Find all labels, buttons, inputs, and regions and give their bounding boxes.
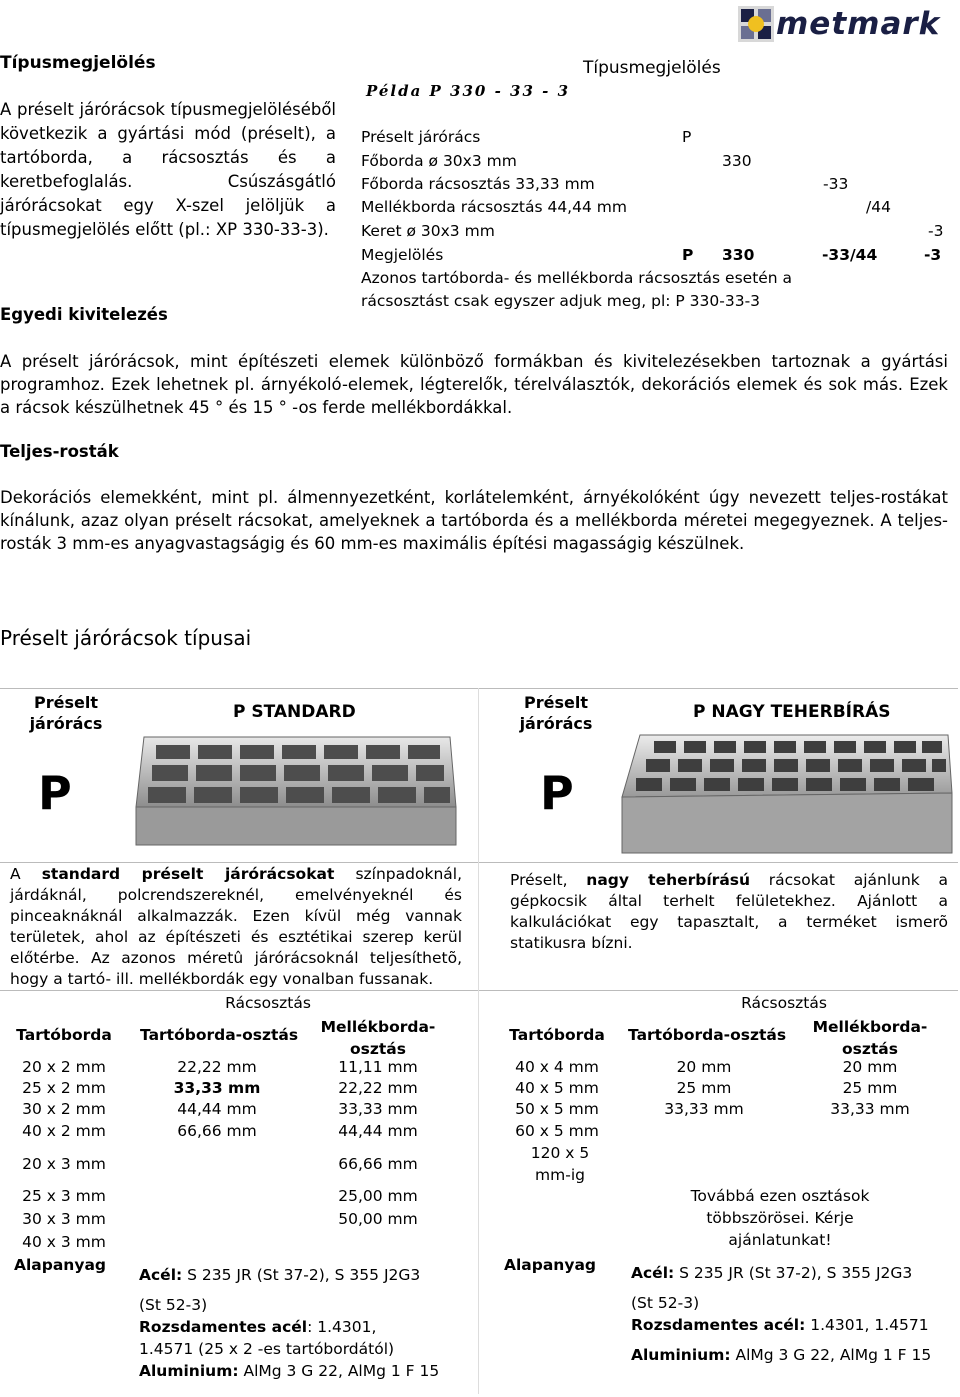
ex-summary-v2: -33/44 xyxy=(822,246,878,264)
heavy-col-mellekborda-osztas: Mellékborda-osztás xyxy=(812,1018,928,1058)
ex-summary-v3: -3 xyxy=(924,246,942,264)
example-label: Példa P 330 - 33 - 3 xyxy=(366,82,571,100)
std-cell: 66,66 mm xyxy=(177,1122,257,1140)
ex-row-value: 330 xyxy=(722,152,752,170)
ex-summary-p: P xyxy=(682,246,694,264)
ex-summary-label: Megjelölés xyxy=(361,246,444,264)
std-cell: 25 x 2 mm xyxy=(22,1079,106,1097)
std-desc-part: A xyxy=(10,865,42,883)
std-mat-rozs-label: Rozsdamentes acél xyxy=(139,1318,308,1336)
heavy-racsosztas: Rácsosztás xyxy=(741,994,827,1012)
heavy-mat-acel-value: S 235 JR (St 37-2), S 355 J2G3 xyxy=(674,1264,913,1282)
std-materials xyxy=(139,1264,469,1382)
std-header-label: Préselt járórács xyxy=(29,693,103,733)
std-cell: 30 x 2 mm xyxy=(22,1100,106,1118)
std-cell: 25,00 mm xyxy=(338,1187,418,1205)
heavy-header-title: P NAGY TEHERBÍRÁS xyxy=(693,702,891,722)
ex-summary-v1: 330 xyxy=(722,246,755,264)
heavy-desc-bold: nagy teherbírású xyxy=(586,871,751,889)
std-desc-part: színpadoknál, járdáknál, polcrendszereknél, emelvényeknél és pinceaknáknál alkalmazzák. Ezen kívül még vannak területek, ahol az építészeti és esztétikai szerep kerül előtérbe. Az azonos méretû járórácsoknál teljesíthetõ, hogy a tartó- ill. mellékbordák egy vonalban fussanak. xyxy=(10,865,462,988)
heavy-description xyxy=(510,870,948,954)
heavy-header-label: Préselt járórács xyxy=(519,693,593,733)
heavy-cell: 20 mm xyxy=(676,1058,732,1076)
egyedi-text: A préselt járórácsok, mint építészeti elemek különböző formákban és kivitelezésekben tartoznak a gyártási programhoz. Ezek lehetnek pl. árnyékoló-elemek, légterelők, térelválasztók, dekorációs elemek és sok más. Ezek a rácsok készülhetnek 45 ° és 15 ° -os ferde mellékbordákkal. xyxy=(0,352,948,417)
heavy-mat-rozs xyxy=(631,1314,951,1336)
std-cell: 20 x 3 mm xyxy=(22,1155,106,1173)
std-mat-rozs-value: : 1.4301, xyxy=(307,1318,377,1336)
heavy-grating-image xyxy=(618,733,954,859)
left-title: Típusmegjelölés xyxy=(0,53,156,73)
heavy-cell: 40 x 5 mm xyxy=(515,1079,599,1097)
egyedi-title: Egyedi kivitelezés xyxy=(0,305,168,324)
ex-row-label: Préselt járórács xyxy=(361,128,481,146)
heavy-desc-part: rácsokat ajánlunk a gépkocsik által terhelt felületekhez. Ajánlott a kalkulációkat egy tapasztalt, a terméket ismerõ statikusra bízni. xyxy=(510,871,948,952)
heavy-note: Továbbá ezen osztások többszörösei. Kérje ajánlatunkat! xyxy=(690,1187,870,1249)
ex-row-label: Keret ø 30x3 mm xyxy=(361,222,495,240)
std-cell: 20 x 2 mm xyxy=(22,1058,106,1076)
std-mat-acel xyxy=(139,1264,469,1286)
std-col-tartoborda: Tartóborda xyxy=(16,1026,112,1044)
heavy-mat-rozs-label: Rozsdamentes acél: xyxy=(631,1316,806,1334)
heavy-cell: 33,33 mm xyxy=(830,1100,910,1118)
teljes-text: Dekorációs elemekként, mint pl. álmennyezetként, korlátelemként, árnyékolóként úgy nevezett teljes-rostákat kínálunk, azaz olyan préselt rácsokat, amelyeknek a tartóborda és a mellékborda méretei megegyeznek. A teljes-rosták 3 mm-es anyagvastagságig és 60 mm-es maximális építési magasságig készülnek. xyxy=(0,488,948,553)
heavy-mat-acel xyxy=(631,1262,951,1284)
heavy-mat-alu xyxy=(631,1344,951,1366)
heavy-cell: 20 mm xyxy=(842,1058,898,1076)
std-letter: P xyxy=(38,766,72,820)
std-description xyxy=(10,864,462,990)
std-mat-alu-value: AlMg 3 G 22, AlMg 1 F 15 xyxy=(238,1362,440,1380)
heavy-mat-alu-label: Aluminium: xyxy=(631,1346,731,1364)
ex-row-value: -33 xyxy=(823,175,849,193)
std-cell: 11,11 mm xyxy=(338,1058,418,1076)
ex-row-label: Mellékborda rácsosztás 44,44 mm xyxy=(361,198,627,216)
heavy-cell: 120 x 5 mm-ig xyxy=(530,1144,590,1184)
teljes-title: Teljes-rosták xyxy=(0,442,119,461)
table-mid-rule xyxy=(0,862,958,863)
std-mat-rozs xyxy=(139,1316,469,1338)
std-header-title: P STANDARD xyxy=(233,702,356,722)
std-cell: 44,44 mm xyxy=(338,1122,418,1140)
std-mat-alu xyxy=(139,1360,469,1382)
left-paragraph: A préselt járórácsok típusmegjelöléséből következik a gyártási mód (préselt), a tartóborda, a rácsosztás és a keretbefoglalás. Csúszásgátló járórácsokat egy X-szel jelöljük a típusmegjelölés előtt (pl.: XP 330-33-3). xyxy=(0,100,336,239)
heavy-cell: 50 x 5 mm xyxy=(515,1100,599,1118)
table-top-rule xyxy=(0,688,958,689)
heavy-letter: P xyxy=(540,766,574,820)
heavy-col-tartoborda: Tartóborda xyxy=(509,1026,605,1044)
logo-text: metmark xyxy=(776,6,941,42)
std-cell: 33,33 mm xyxy=(338,1100,418,1118)
table-center-divider xyxy=(478,688,479,1394)
std-alapanyag: Alapanyag xyxy=(13,1256,107,1274)
std-mat-rozs2: 1.4571 (25 x 2 -es tartóbordától) xyxy=(139,1340,395,1358)
heavy-cell: 25 mm xyxy=(842,1079,898,1097)
std-desc-bold: standard préselt járórácsokat xyxy=(41,865,335,883)
table-rule-2 xyxy=(0,990,958,991)
standard-grating-image xyxy=(130,733,458,857)
std-cell: 44,44 mm xyxy=(177,1100,257,1118)
heavy-materials xyxy=(631,1262,951,1366)
heavy-mat-rozs-value: 1.4301, 1.4571 xyxy=(805,1316,929,1334)
heavy-cell: 40 x 4 mm xyxy=(515,1058,599,1076)
std-racsosztas: Rácsosztás xyxy=(225,994,311,1012)
heavy-mat-acel-label: Acél: xyxy=(631,1264,675,1282)
std-mat-alu-label: Aluminium: xyxy=(139,1362,239,1380)
std-cell: 40 x 2 mm xyxy=(22,1122,106,1140)
std-cell: 25 x 3 mm xyxy=(22,1187,106,1205)
heavy-alapanyag: Alapanyag xyxy=(503,1256,597,1274)
ex-note-1: Azonos tartóborda- és mellékborda rácsosztás esetén a xyxy=(361,269,793,287)
std-mat-st: (St 52-3) xyxy=(139,1296,208,1314)
std-col-tartoborda-osztas: Tartóborda-osztás xyxy=(140,1026,299,1044)
ex-row-label: Főborda rácsosztás 33,33 mm xyxy=(361,175,595,193)
std-cell: 22,22 mm xyxy=(338,1079,418,1097)
heavy-col-tartoborda-osztas: Tartóborda-osztás xyxy=(628,1026,787,1044)
ex-row-label: Főborda ø 30x3 mm xyxy=(361,152,517,170)
logo-mark-icon xyxy=(738,6,774,42)
std-mat-acel-value: S 235 JR (St 37-2), S 355 J2G3 xyxy=(182,1266,421,1284)
heavy-mat-alu-value: AlMg 3 G 22, AlMg 1 F 15 xyxy=(730,1346,932,1364)
types-title: Préselt járórácsok típusai xyxy=(0,626,252,650)
ex-note-2: rácsosztást csak egyszer adjuk meg, pl: P 330-33-3 xyxy=(361,292,761,310)
ex-row-value: P xyxy=(682,128,692,146)
heavy-cell: 25 mm xyxy=(676,1079,732,1097)
heavy-cell: 60 x 5 mm xyxy=(515,1122,599,1140)
metmark-logo xyxy=(738,6,952,42)
std-cell: 33,33 mm xyxy=(173,1079,261,1097)
std-mat-acel-label: Acél: xyxy=(139,1266,183,1284)
std-cell: 22,22 mm xyxy=(177,1058,257,1076)
heavy-cell: 33,33 mm xyxy=(664,1100,744,1118)
std-cell: 66,66 mm xyxy=(338,1155,418,1173)
std-cell: 50,00 mm xyxy=(338,1210,418,1228)
heavy-mat-st: (St 52-3) xyxy=(631,1294,700,1312)
example-title: Típusmegjelölés xyxy=(583,58,721,78)
std-cell: 40 x 3 mm xyxy=(22,1233,106,1251)
std-cell: 30 x 3 mm xyxy=(22,1210,106,1228)
ex-row-value: /44 xyxy=(866,198,891,216)
ex-row-value: -3 xyxy=(928,222,944,240)
heavy-desc-part: Préselt, xyxy=(510,871,587,889)
std-col-mellekborda-osztas: Mellékborda-osztás xyxy=(320,1018,436,1058)
